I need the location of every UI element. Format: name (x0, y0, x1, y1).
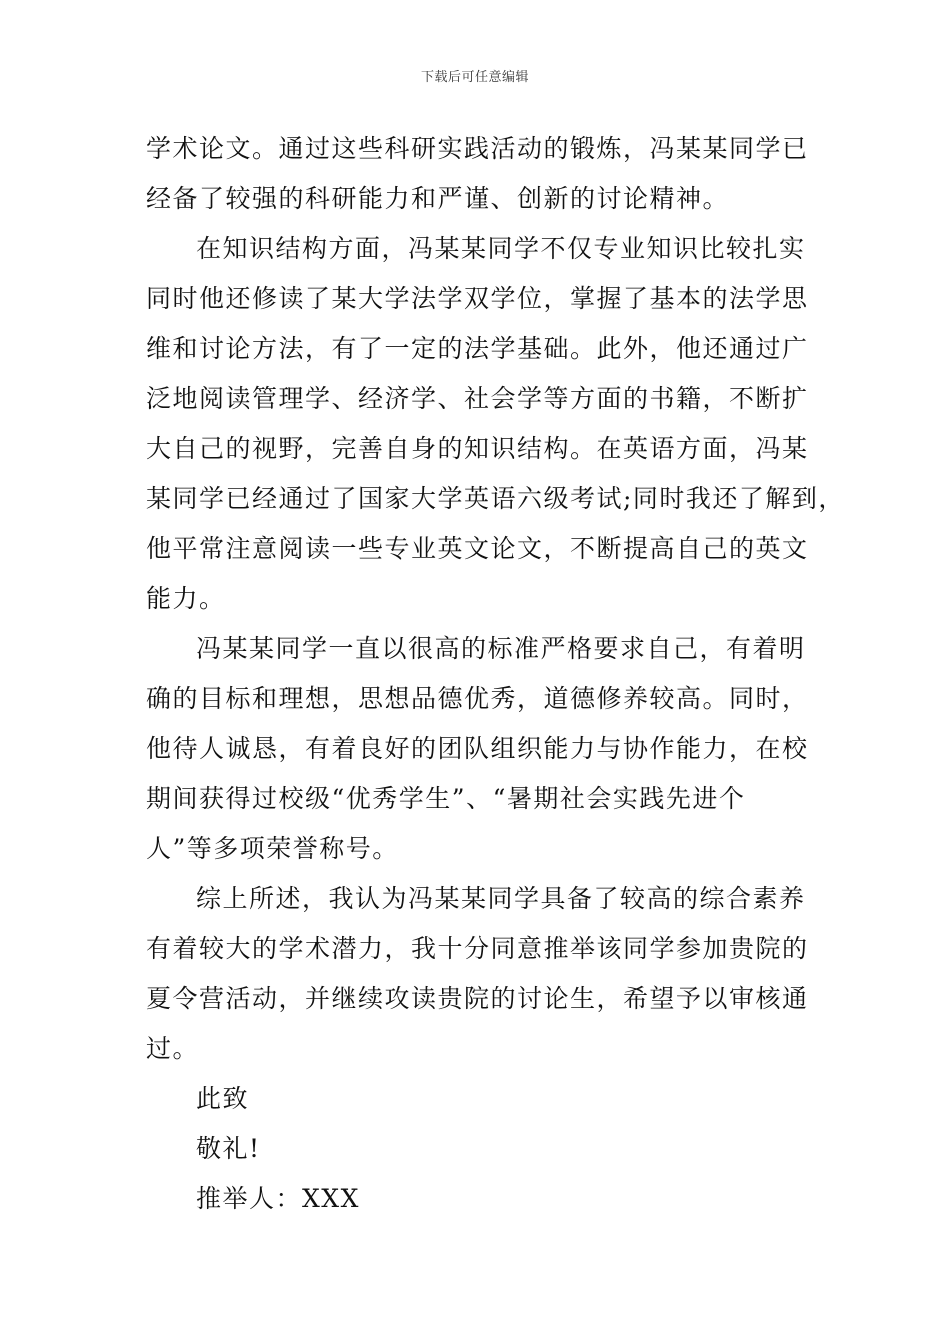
text-line: 综上所述，我认为冯某某同学具备了较高的综合素养 (196, 884, 806, 913)
text-line: 人”等多项荣誉称号。 (146, 834, 399, 863)
text-line: 泛地阅读管理学、经济学、社会学等方面的书籍，不断扩 (146, 384, 809, 413)
text-line: 大自己的视野，完善自身的知识结构。在英语方面，冯某 (146, 434, 809, 463)
text-line: 学术论文。通过这些科研实践活动的锻炼，冯某某同学已 (146, 134, 809, 163)
text-line: 经备了较强的科研能力和严谨、创新的讨论精神。 (146, 184, 730, 213)
text-line: 他待人诚恳，有着良好的团队组织能力与协作能力，在校 (146, 734, 809, 763)
text-line: 夏令营活动，并继续攻读贵院的讨论生，希望予以审核通 (146, 984, 809, 1013)
text-line: 同时他还修读了某大学法学双学位，掌握了基本的法学思 (146, 284, 809, 313)
header-note: 下载后可任意编辑 (420, 70, 529, 85)
text-line: 能力。 (146, 584, 226, 613)
text-line: 在知识结构方面，冯某某同学不仅专业知识比较扎实 (196, 234, 806, 263)
closing-regards: 敬礼! (196, 1134, 261, 1163)
text-line: 期间获得过校级“优秀学生”、“暑期社会实践先进个 (146, 784, 746, 813)
text-line: 冯某某同学一直以很高的标准严格要求自己，有着明 (196, 634, 806, 663)
text-line: 确的目标和理想，思想品德优秀，道德修养较高。同时， (146, 684, 809, 713)
closing-salutation: 此致 (196, 1084, 250, 1113)
letter-body (146, 124, 845, 1224)
text-line: 维和讨论方法，有了一定的法学基础。此外，他还通过广 (146, 334, 809, 363)
text-line: 过。 (146, 1034, 200, 1063)
text-line: 有着较大的学术潜力，我十分同意推举该同学参加贵院的 (146, 934, 809, 963)
text-line: 他平常注意阅读一些专业英文论文，不断提高自己的英文 (146, 534, 809, 563)
text-line: 某同学已经通过了国家大学英语六级考试;同时我还了解到， (146, 484, 845, 513)
signature-line: 推举人：XXX (196, 1184, 360, 1213)
